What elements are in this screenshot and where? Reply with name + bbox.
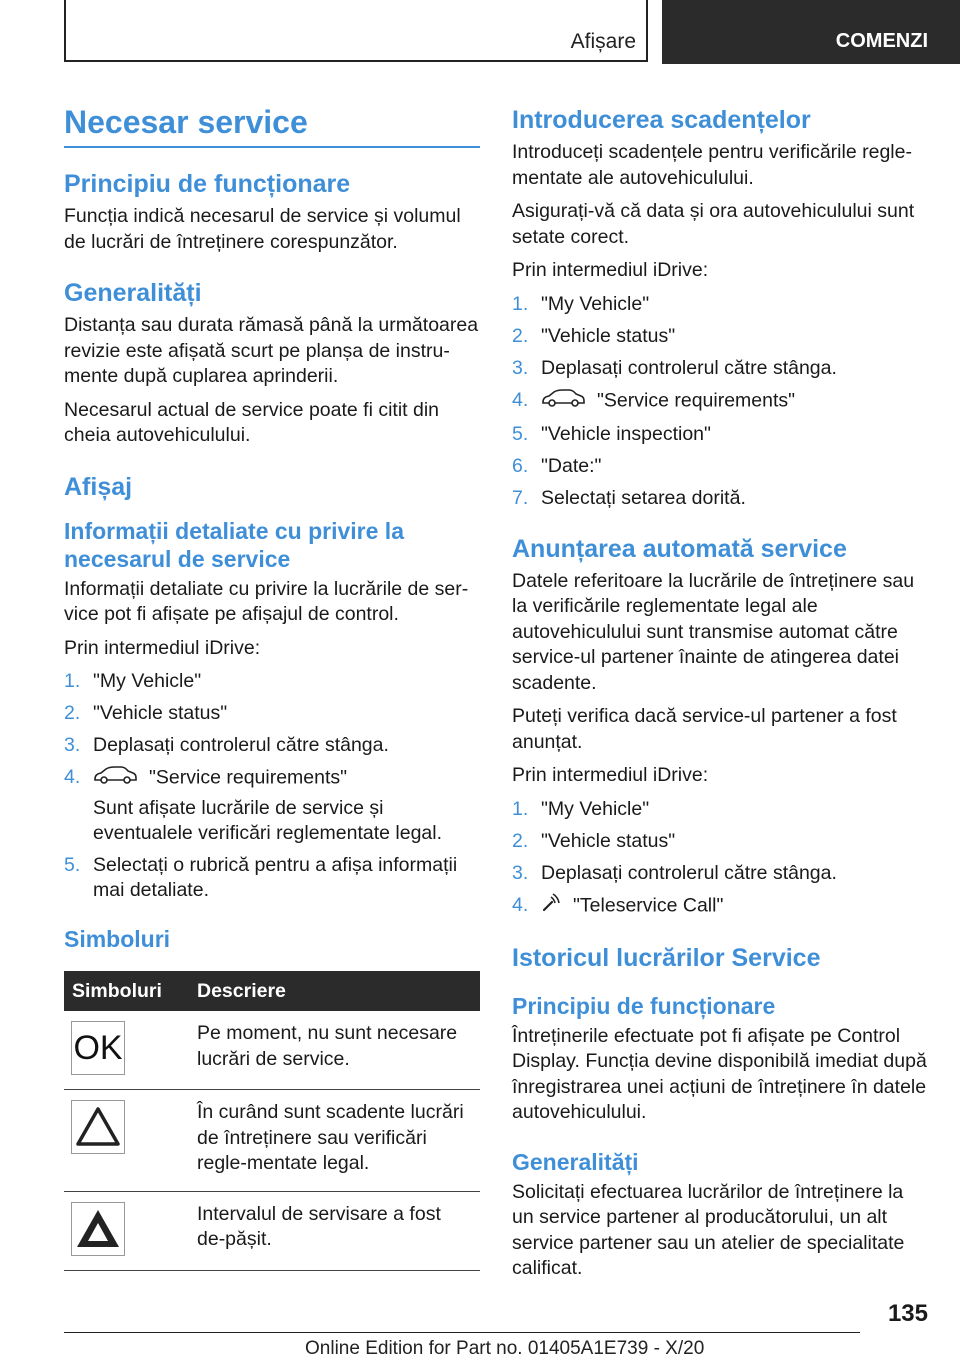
step-note: Sunt afișate lucrările de service și eventualele verificări reglementate legal. [93, 797, 443, 844]
list-item [512, 388, 928, 415]
step-text: "My Vehicle" [541, 797, 650, 820]
ok-icon [71, 1021, 125, 1075]
step-number: 3. [512, 861, 529, 884]
list-item [64, 733, 480, 758]
step-number: 2. [64, 702, 81, 724]
history-general-text: Solicitați efectuarea lucrărilor de întreținere la un service partener al producătorului, un alt service partener sau un atelier de specialitate calificat. [512, 1180, 905, 1279]
auto-notify-text-1: Datele referitoare la lucrările de întreținere sau la verificările reglementate legal ale autovehiculului sunt transmise automat către service-ul partener înainte de atingerea datei scadente. [512, 569, 915, 694]
step-number: 6. [512, 454, 529, 477]
auto-notify-text-2: Puteți verifica dacă service-ul partener a fost anunțat. [512, 705, 897, 753]
step-number: 5. [512, 422, 529, 445]
step-number: 2. [512, 829, 529, 852]
table-cell-description: Pe moment, nu sunt necesare lucrări de service. [189, 1011, 480, 1090]
car-icon [541, 388, 585, 415]
step-number: 7. [512, 486, 529, 509]
general-text-1: Distanța sau durata rămasă până la următoarea revizie este afișată scurt pe planșa de instru-mente după cuplarea aprinderii. [64, 314, 479, 387]
step-text: "Date:" [541, 454, 602, 477]
step-number: 2. [512, 324, 529, 347]
title-divider [64, 146, 480, 148]
left-column [64, 100, 480, 1271]
step-text: Deplasați controlerul către stânga. [541, 861, 837, 884]
table-row [64, 1090, 480, 1192]
section-heading-auto-notify: Anunțarea automată service [512, 534, 847, 563]
subheading-general: Generalități [512, 1148, 639, 1175]
list-item [512, 324, 928, 349]
steps-list-details [64, 669, 480, 903]
step-number: 4. [512, 893, 529, 916]
page-header [0, 0, 960, 66]
section-heading-due-dates: Introducerea scadențelor [512, 106, 811, 134]
subheading-details: Informații detaliate cu privire la necesarul de service [64, 517, 404, 572]
step-text: "My Vehicle" [93, 670, 202, 692]
list-item [512, 861, 928, 886]
list-item [64, 853, 480, 903]
list-item [512, 486, 928, 511]
idrive-intro: Prin intermediul iDrive: [512, 259, 709, 281]
header-chapter-tab: COMENZI [662, 0, 960, 64]
step-text: Deplasați controlerul către stânga. [541, 356, 837, 379]
section-heading-general: Generalități [64, 279, 202, 307]
header-section-label: Afișare [570, 30, 636, 53]
step-number: 5. [64, 854, 81, 876]
step-number: 4. [64, 766, 81, 788]
list-item [64, 669, 480, 694]
steps-list-teleservice [512, 797, 928, 920]
list-item [64, 765, 480, 846]
step-number: 1. [512, 292, 529, 315]
step-number: 1. [512, 797, 529, 820]
idrive-intro: Prin intermediul iDrive: [512, 764, 709, 786]
warning-triangle-icon [71, 1100, 125, 1154]
section-heading-principle: Principiu de funcționare [64, 170, 351, 198]
step-text: "Vehicle status" [93, 702, 228, 724]
table-cell-description: În curând sunt scadente lucrări de întreținere sau verificări regle-mentate legal. [189, 1090, 480, 1192]
due-dates-text-2: Asigurați-vă că data și ora autovehiculului sunt setate corect. [512, 200, 915, 248]
footer-edition: Online Edition for Part no. 01405A1E739 - X/20 [305, 1338, 705, 1359]
wrench-signal-icon [541, 893, 561, 920]
table-row [64, 1191, 480, 1270]
list-item [512, 292, 928, 317]
principle-text: Funcția indică necesarul de service și volumul de lucrări de întreținere corespunzător. [64, 205, 461, 253]
table-cell-description: Intervalul de servisare a fost de-pășit. [189, 1191, 480, 1270]
idrive-intro: Prin intermediul iDrive: [64, 636, 261, 659]
general-text-2: Necesarul actual de service poate fi citit din cheia autovehiculului. [64, 398, 440, 446]
steps-list-due-dates [512, 292, 928, 511]
table-header-row [64, 971, 480, 1011]
footer-divider [64, 1332, 860, 1333]
step-text: "Teleservice Call" [573, 894, 724, 917]
step-number: 4. [512, 388, 529, 411]
table-header-symbols: Simboluri [64, 971, 189, 1011]
step-text: "My Vehicle" [541, 292, 650, 315]
step-text: Selectați o rubrică pentru a afișa informații mai detaliate. [93, 854, 458, 901]
table-row [64, 1011, 480, 1090]
list-item [512, 893, 928, 920]
list-item [512, 422, 928, 447]
right-column [512, 104, 928, 1290]
list-item [64, 701, 480, 726]
symbols-table [64, 971, 480, 1271]
car-icon [93, 765, 137, 792]
list-item [512, 454, 928, 479]
step-text: Selectați setarea dorită. [541, 486, 746, 509]
page-number: 135 [887, 1300, 928, 1327]
table-header-description: Descriere [189, 971, 480, 1011]
step-text: "Vehicle inspection" [541, 422, 711, 445]
details-text: Informații detaliate cu privire la lucrările de ser-vice pot fi afișate pe afișajul de control. [64, 577, 469, 625]
step-text: "Vehicle status" [541, 324, 676, 347]
page-title: Necesar service [64, 104, 308, 140]
history-principle-text: Întreținerile efectuate pot fi afișate pe Control Display. Funcția devine disponibilă imediat după înregistrarea unei acțiuni de întreținere în datele autovehiculului. [512, 1024, 927, 1123]
section-heading-display: Afișaj [64, 472, 133, 501]
step-number: 3. [64, 734, 81, 756]
step-number: 3. [512, 356, 529, 379]
list-item [512, 356, 928, 381]
subheading-principle: Principiu de funcționare [512, 992, 776, 1019]
due-dates-text-1: Introduceți scadențele pentru verificările regle-mentate ale autovehiculului. [512, 141, 912, 189]
step-text: "Service requirements" [597, 389, 796, 412]
step-number: 1. [64, 670, 81, 692]
step-text: "Vehicle status" [541, 829, 676, 852]
list-item [512, 797, 928, 822]
list-item [512, 829, 928, 854]
step-text: "Service requirements" [149, 766, 348, 789]
step-text: Deplasați controlerul către stânga. [93, 734, 389, 756]
subheading-symbols: Simboluri [64, 926, 171, 952]
ok-icon-label: OK [73, 1029, 123, 1067]
overdue-warning-icon [71, 1202, 125, 1256]
section-heading-service-history: Istoricul lucrărilor Service [512, 943, 821, 972]
